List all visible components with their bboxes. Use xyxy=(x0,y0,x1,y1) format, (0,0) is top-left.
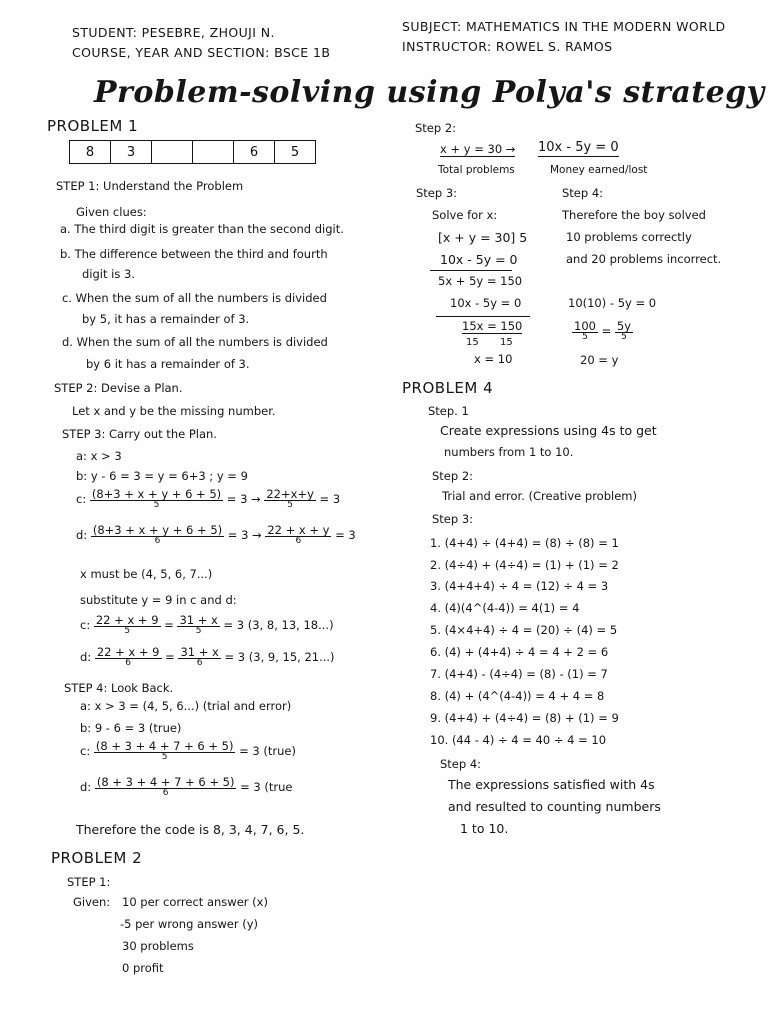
p2-given-2: -5 per wrong answer (y) xyxy=(120,917,259,931)
p2-given: Given: xyxy=(73,895,111,909)
p4-expr-1: 1. (4+4) ÷ (4+4) = (8) ÷ (8) = 1 xyxy=(430,536,619,550)
p4-step1: Step. 1 xyxy=(428,404,469,418)
p2-eq-money: 10x - 5y = 0 xyxy=(538,140,619,155)
p4-expr-8: 8. (4) + (4^(4-4)) = 4 + 4 = 8 xyxy=(430,689,605,703)
code-box xyxy=(193,141,234,163)
p4-create-2: numbers from 1 to 10. xyxy=(444,445,574,459)
p4-step2: Step 2: xyxy=(432,469,474,483)
p2-label-total: Total problems xyxy=(438,164,515,176)
p4-expr-7: 7. (4+4) - (4÷4) = (8) - (1) = 7 xyxy=(430,667,608,681)
p1-sub-c: c: $\frac{22 + x + 9}{5}$ = $\frac{31 + x}{5}$ = 3 (3, 8, 13, 18...) xyxy=(80,613,334,637)
p2-solve-6: x = 10 xyxy=(474,352,513,366)
p2-therefore-3: and 20 problems incorrect. xyxy=(566,252,722,266)
p1-sub-d: d: $\frac{22 + x + 9}{6}$ = $\frac{31 + x}{6}$ = 3 (3, 9, 15, 21...) xyxy=(80,645,335,669)
p1-substitute: substitute y = 9 in c and d: xyxy=(80,593,237,607)
p4-expr-3: 3. (4+4+4) ÷ 4 = (12) ÷ 4 = 3 xyxy=(430,579,609,593)
p1-clue-c-line2: by 5, it has a remainder of 3. xyxy=(82,312,250,326)
problem4-heading: PROBLEM 4 xyxy=(402,379,494,397)
p1-lookback-a: a: x > 3 = (4, 5, 6...) (trial and error) xyxy=(80,699,292,713)
p4-expr-5: 5. (4×4+4) ÷ 4 = (20) ÷ (4) = 5 xyxy=(430,623,618,637)
p4-step4: Step 4: xyxy=(440,757,482,771)
p4-expr-9: 9. (4+4) + (4÷4) = (8) + (1) = 9 xyxy=(430,711,619,725)
p2-step4: Step 4: xyxy=(562,186,604,200)
p4-expr-10: 10. (44 - 4) ÷ 4 = 40 ÷ 4 = 10 xyxy=(430,733,607,747)
p4-expr-4: 4. (4)(4^(4-4)) = 4(1) = 4 xyxy=(430,601,580,615)
instructor: INSTRUCTOR: ROWEL S. RAMOS xyxy=(402,39,613,54)
p1-lookback-d: d: $\frac{(8 + 3 + 4 + 7 + 6 + 5)}{6}$ = 3 (true xyxy=(80,775,293,799)
code-box: 5 xyxy=(290,144,300,160)
p1-x-must-be: x must be (4, 5, 6, 7...) xyxy=(80,567,213,581)
p1-clue-b-line2: digit is 3. xyxy=(82,267,135,281)
p2-verify-1: 10(10) - 5y = 0 xyxy=(568,296,657,310)
code-box xyxy=(152,141,193,163)
p1-eq-b: b: y - 6 = 3 = y = 6+3 ; y = 9 xyxy=(76,469,248,483)
p2-solve-4: 10x - 5y = 0 xyxy=(450,296,522,310)
subject: SUBJECT: MATHEMATICS IN THE MODERN WORLD xyxy=(402,19,726,34)
p2-solve-for-x: Solve for x: xyxy=(432,208,498,222)
page-title: Problem-solving using Polya's strategy xyxy=(94,75,765,110)
p2-eq-total: x + y = 30 → xyxy=(440,142,516,156)
p1-given-clues: Given clues: xyxy=(76,205,147,219)
p1-clue-b-line1: b. The difference between the third and fourth xyxy=(60,247,328,261)
p4-expr-6: 6. (4) + (4+4) ÷ 4 = 4 + 2 = 6 xyxy=(430,645,609,659)
code-box: 6 xyxy=(234,141,275,163)
course-year-section: COURSE, YEAR AND SECTION: BSCE 1B xyxy=(72,45,331,60)
p4-expr-2: 2. (4÷4) + (4÷4) = (1) + (1) = 2 xyxy=(430,558,619,572)
p2-verify-3: 20 = y xyxy=(580,353,619,367)
problem2-heading: PROBLEM 2 xyxy=(51,849,143,867)
p2-verify-2: $\frac{100}{5}$ = $\frac{5y}{5}$ xyxy=(574,319,632,343)
p4-step3: Step 3: xyxy=(432,512,474,526)
p2-given-3: 30 problems xyxy=(122,939,194,953)
p1-conclusion: Therefore the code is 8, 3, 4, 7, 6, 5. xyxy=(76,822,305,837)
p1-step4: STEP 4: Look Back. xyxy=(64,681,174,695)
p2-solve-3: 5x + 5y = 150 xyxy=(438,274,523,288)
p1-eq-c: c: $\frac{(8+3 + x + y + 6 + 5)}{5}$ = 3 → $\frac{22+x+y}{5}$ = 3 xyxy=(76,487,341,511)
p4-trial: Trial and error. (Creative problem) xyxy=(442,489,637,503)
p2-solve-5-den-left: 15 xyxy=(466,337,479,348)
p2-step2: Step 2: xyxy=(415,121,457,135)
p2-solve-rule-1 xyxy=(430,270,512,271)
p2-label-money: Money earned/lost xyxy=(550,164,648,176)
p1-plan: Let x and y be the missing number. xyxy=(72,404,276,418)
p1-clue-d-line2: by 6 it has a remainder of 3. xyxy=(86,357,250,371)
p1-eq-a: a: x > 3 xyxy=(76,449,122,463)
p2-step1: STEP 1: xyxy=(67,875,111,889)
p2-solve-rule-2 xyxy=(436,316,530,317)
p2-solve-2: 10x - 5y = 0 xyxy=(440,252,518,267)
p2-step3: Step 3: xyxy=(416,186,458,200)
p2-given-1: 10 per correct answer (x) xyxy=(122,895,268,909)
p1-lookback-c: c: $\frac{(8 + 3 + 4 + 7 + 6 + 5)}{5}$ = 3 (true) xyxy=(80,739,296,763)
p2-given-4: 0 profit xyxy=(122,961,164,975)
p1-eq-d: d: $\frac{(8+3 + x + y + 6 + 5)}{6}$ = 3 → $\frac{22 + x + y}{6}$ = 3 xyxy=(76,523,356,547)
p4-final-3: 1 to 10. xyxy=(460,821,509,836)
p1-clue-d-line1: d. When the sum of all the numbers is divided xyxy=(62,335,328,349)
p1-step1: STEP 1: Understand the Problem xyxy=(56,179,244,193)
p4-final-1: The expressions satisfied with 4s xyxy=(448,777,655,792)
p1-clue-c-line1: c. When the sum of all the numbers is divided xyxy=(62,291,327,305)
p2-therefore-2: 10 problems correctly xyxy=(566,230,692,244)
code-box: 8 xyxy=(70,141,111,163)
p1-lookback-b: b: 9 - 6 = 3 (true) xyxy=(80,721,182,735)
p4-final-2: and resulted to counting numbers xyxy=(448,799,661,814)
p2-solve-5: 15x = 150 xyxy=(462,319,523,333)
p4-create-1: Create expressions using 4s to get xyxy=(440,423,657,438)
p2-therefore-1: Therefore the boy solved xyxy=(562,208,706,222)
code-boxes xyxy=(69,140,316,164)
p1-step2: STEP 2: Devise a Plan. xyxy=(54,381,183,395)
problem1-heading: PROBLEM 1 xyxy=(47,117,139,135)
code-box: 3 xyxy=(111,141,152,163)
p1-step3: STEP 3: Carry out the Plan. xyxy=(62,427,217,441)
student-name: STUDENT: PESEBRE, ZHOUJI N. xyxy=(72,25,275,40)
p2-solve-1: [x + y = 30] 5 xyxy=(438,230,528,245)
p2-solve-5-den-right: 15 xyxy=(500,337,513,348)
p1-clue-a: a. The third digit is greater than the second digit. xyxy=(60,222,344,236)
